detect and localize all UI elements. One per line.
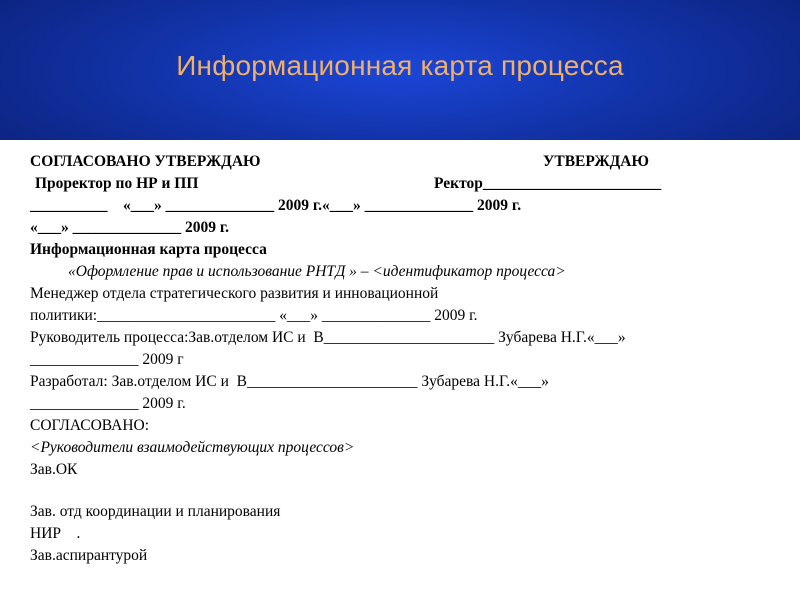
date-line-1: __________ «___» ______________ 2009 г.«___» ______________ 2009 г. — [30, 197, 522, 214]
prorector-label: Проректор по НР и ПП — [35, 175, 199, 192]
card-title: Информационная карта процесса — [30, 241, 267, 258]
approved-left-label: СОГЛАСОВАНО УТВЕРЖДАЮ — [30, 153, 261, 170]
developer-line-1: Разработал: Зав.отделом ИС и В______________________ Зубарева Н.Г.«___» — [30, 373, 549, 390]
interacting-leaders: <Руководители взаимодействующих процессов> — [30, 439, 355, 456]
leader-line-2: ______________ 2009 г — [30, 351, 184, 368]
coord-line-1: Зав. отд координации и планирования — [30, 503, 281, 520]
manager-line-2: политики:_______________________ «___» ______________ 2009 г. — [30, 307, 478, 324]
rector-signature-line: Ректор_______________________ — [434, 175, 662, 192]
developer-line-2: ______________ 2009 г. — [30, 395, 186, 412]
date-line-2: «___» ______________ 2009 г. — [30, 219, 230, 236]
slide-header-band — [0, 0, 800, 140]
manager-line-1: Менеджер отдела стратегического развития и инновационной — [30, 285, 439, 302]
process-name: «Оформление прав и использование РНТД » – <идентификатор процесса> — [68, 263, 566, 280]
hr-head: Зав.ОК — [30, 461, 78, 478]
approved-right-label: УТВЕРЖДАЮ — [543, 153, 649, 170]
postgrad-head: Зав.аспирантурой — [30, 547, 148, 564]
slide-title: Информационная карта процесса — [176, 50, 624, 81]
coord-line-2: НИР . — [30, 525, 81, 542]
leader-line-1: Руководитель процесса:Зав.отделом ИС и В______________________ Зубарева Н.Г.«___» — [30, 329, 626, 346]
agreed-label: СОГЛАСОВАНО: — [30, 417, 150, 434]
